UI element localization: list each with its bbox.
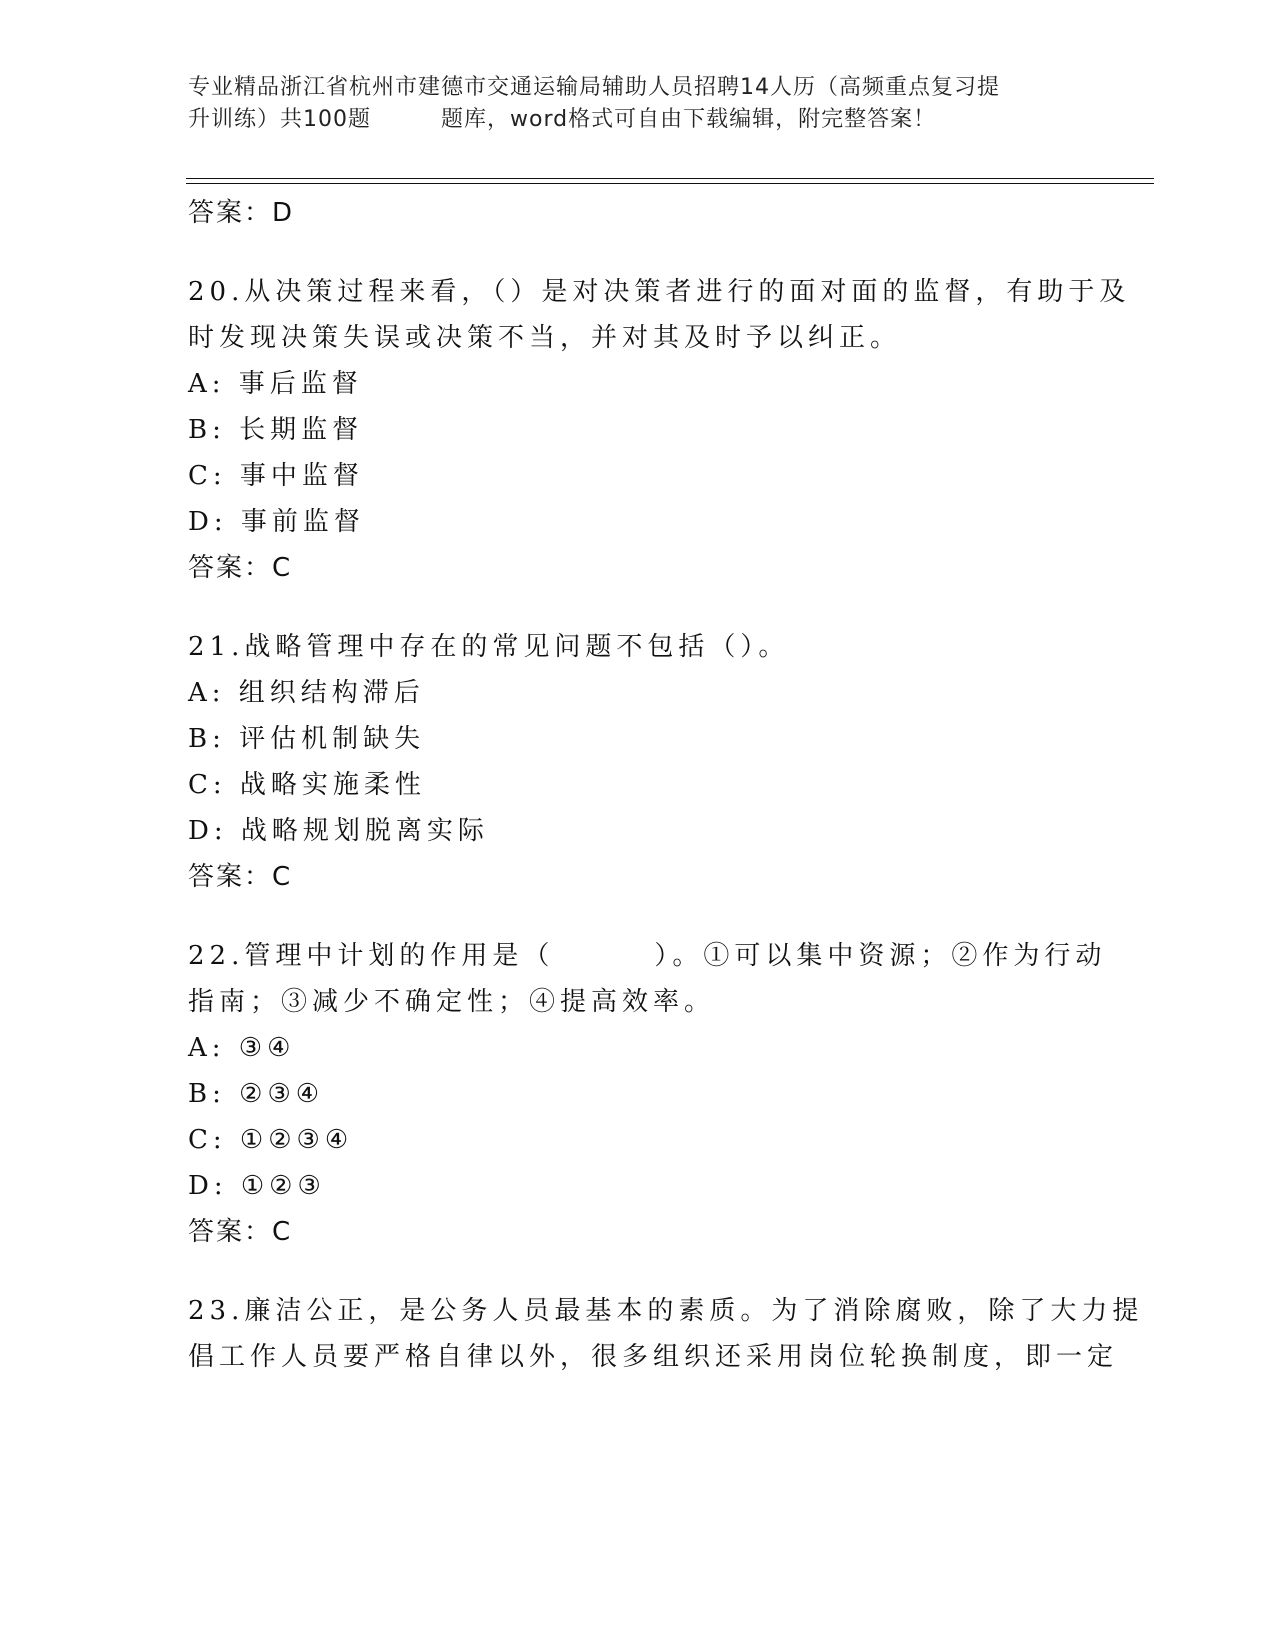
question-20 [188,269,1131,591]
header-line-2-part-a: 升训练）共100题 [188,107,371,132]
option-b: B: ②③④ [188,1079,325,1109]
question-21 [188,624,1088,900]
option-d: D: ①②③ [188,1171,326,1201]
answer: 答案：C [188,1217,293,1247]
header-rule-top [186,178,1154,179]
option-c: C: 战略实施柔性 [188,770,426,800]
option-d: D: 战略规划脱离实际 [188,816,489,846]
question-23 [188,1288,1144,1380]
header-rule-bottom [186,183,1154,184]
question-stem-line: 23.廉洁公正，是公务人员最基本的素质。为了消除腐败，除了大力提 [188,1296,1144,1326]
option-d: D: 事前监督 [188,507,365,537]
question-stem-line: 倡工作人员要严格自律以外，很多组织还采用岗位轮换制度，即一定 [188,1342,1119,1372]
document-header [188,72,1088,136]
header-line-1: 专业精品浙江省杭州市建德市交通运输局辅助人员招聘14人历（高频重点复习提 [188,75,1000,100]
header-line-2 [188,104,1088,136]
option-c: C: 事中监督 [188,461,364,491]
header-line-2-part-b: 题库，word格式可自由下载编辑，附完整答案！ [441,107,937,132]
question-stem-line: 21.战略管理中存在的常见问题不包括（）。 [188,632,790,662]
answer: 答案：C [188,553,293,583]
previous-answer: 答案：D [188,198,295,228]
question-stem-part-b: ）。①可以集中资源；②作为行动 [654,941,1107,971]
question-stem-line [188,933,1107,979]
option-c: C: ①②③④ [188,1125,354,1155]
option-b: B: 评估机制缺失 [188,724,426,754]
answer: 答案：C [188,862,293,892]
option-a: A: 事后监督 [188,369,363,399]
question-stem-line: 指南；③减少不确定性；④提高效率。 [188,987,716,1017]
option-b: B: 长期监督 [188,415,364,445]
question-22 [188,933,1107,1255]
option-a: A: ③④ [188,1033,296,1063]
question-stem-line: 时发现决策失误或决策不当，并对其及时予以纠正。 [188,323,902,353]
option-a: A: 组织结构滞后 [188,678,425,708]
question-stem-line: 20.从决策过程来看，（）是对决策者进行的面对面的监督，有助于及 [188,277,1131,307]
question-list [188,190,1144,1380]
question-stem-part-a: 22.管理中计划的作用是（ [188,941,555,971]
